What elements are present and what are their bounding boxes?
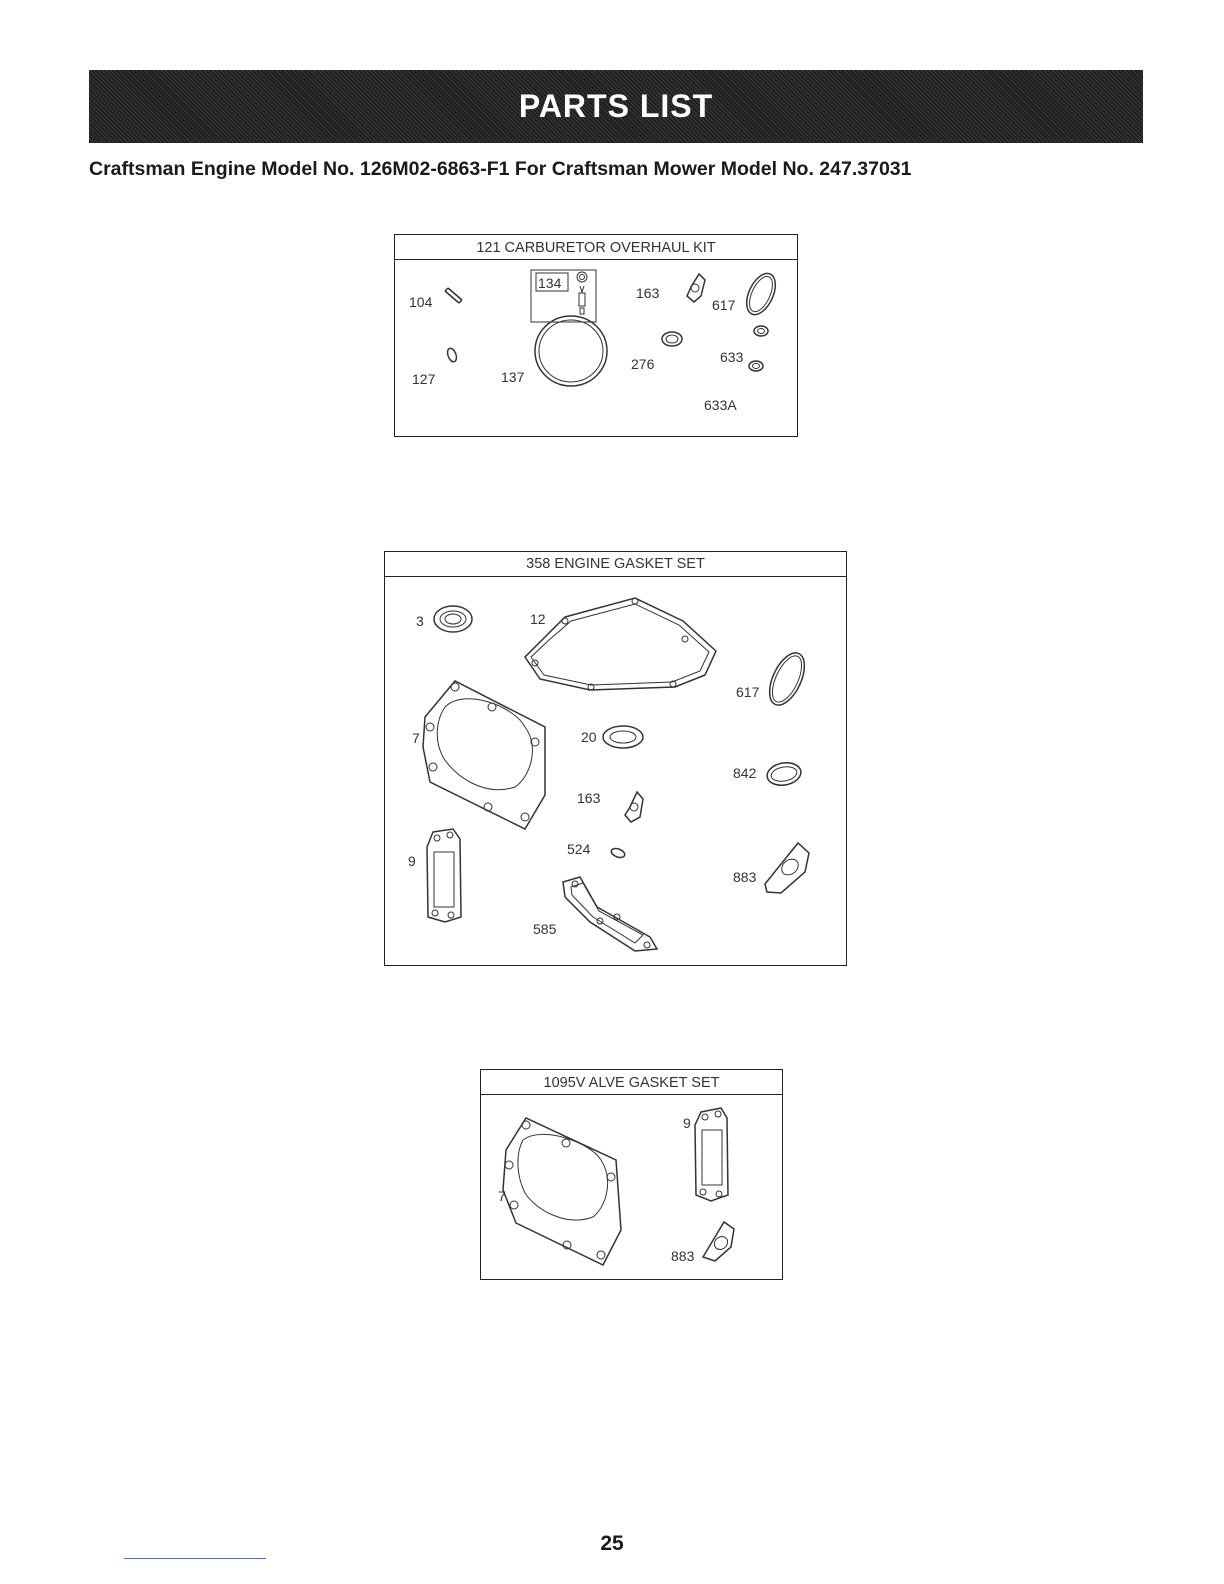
gasket-163-drawing — [687, 274, 705, 302]
exhaust-gasket-883-drawing — [703, 1222, 734, 1261]
gasket-163-drawing — [625, 792, 643, 822]
exhaust-gasket-883-drawing — [765, 843, 809, 893]
footer-rule — [124, 1558, 266, 1559]
seal-633-drawing — [754, 326, 768, 336]
part-label-617: 617 — [712, 297, 736, 313]
part-label-20: 20 — [581, 729, 597, 745]
crankcase-gasket-12-drawing — [525, 598, 716, 690]
ring-524-drawing — [610, 847, 626, 859]
pin-104-drawing — [445, 288, 462, 303]
seal-633a-drawing — [749, 361, 763, 371]
engine-gasket-illustration — [385, 577, 846, 965]
page-title: PARTS LIST — [518, 88, 714, 124]
part-label-137: 137 — [501, 369, 525, 385]
head-gasket-7-drawing — [423, 681, 545, 829]
intake-gasket-585-drawing — [563, 877, 657, 951]
part-label-883: 883 — [733, 869, 757, 885]
part-label-276: 276 — [631, 356, 655, 372]
engine-gasket-set-box — [384, 551, 847, 966]
part-label-7: 7 — [498, 1188, 506, 1204]
part-label-524: 524 — [567, 841, 591, 857]
rocker-gasket-9-drawing — [695, 1108, 728, 1201]
bowl-gasket-137-drawing — [535, 316, 607, 386]
page-number: 25 — [600, 1532, 624, 1555]
ring-842-drawing — [765, 760, 802, 788]
kit-title: 358 ENGINE GASKET SET — [385, 552, 846, 577]
kit-title: 1095V ALVE GASKET SET — [481, 1070, 782, 1095]
part-label-633: 633 — [720, 349, 744, 365]
part-label-7: 7 — [412, 730, 420, 746]
kit-title: 121 CARBURETOR OVERHAUL KIT — [395, 235, 797, 260]
part-label-633a: 633A — [704, 397, 737, 413]
part-label-104: 104 — [409, 294, 433, 310]
part-label-842: 842 — [733, 765, 757, 781]
valve-gasket-set-box — [480, 1069, 783, 1280]
parts-list-banner — [89, 70, 1143, 143]
part-label-585: 585 — [533, 921, 557, 937]
carburetor-overhaul-kit-box — [394, 234, 798, 437]
oring-617-drawing — [741, 269, 781, 319]
part-label-3: 3 — [416, 613, 424, 629]
oring-617-drawing — [762, 648, 811, 711]
model-subtitle: Craftsman Engine Model No. 126M02-6863-F1 For Craftsman Mower Model No. 247.37031 — [89, 158, 912, 180]
part-label-12: 12 — [530, 611, 546, 627]
part-label-9: 9 — [408, 853, 416, 869]
part-label-883: 883 — [671, 1248, 695, 1264]
part-label-163: 163 — [636, 285, 660, 301]
part-label-163: 163 — [577, 790, 601, 806]
valve-gasket-illustration — [481, 1095, 782, 1279]
rocker-gasket-9-drawing — [427, 829, 461, 922]
part-label-617: 617 — [736, 684, 760, 700]
part-label-9: 9 — [683, 1115, 691, 1131]
head-gasket-7-drawing — [503, 1118, 621, 1265]
ring-127-drawing — [446, 347, 458, 363]
part-label-134: 134 — [538, 275, 562, 291]
oil-seal-3-drawing — [434, 606, 472, 632]
washer-276-drawing — [662, 332, 682, 346]
part-label-127: 127 — [412, 371, 436, 387]
seal-20-drawing — [603, 726, 643, 748]
